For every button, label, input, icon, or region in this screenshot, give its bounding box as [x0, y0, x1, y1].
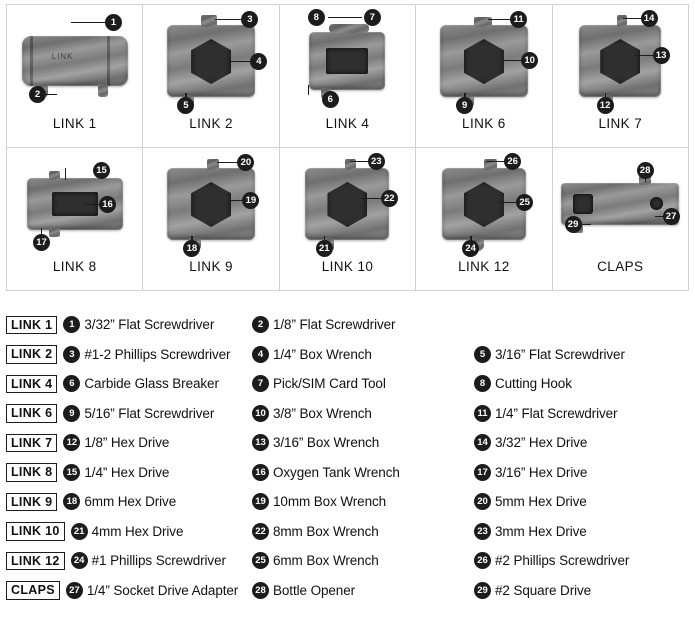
legend-text: Bottle Opener [273, 582, 356, 598]
caption-link-8: LINK 8 [52, 259, 97, 274]
callout-11: 11 [510, 11, 527, 28]
legend-cell [252, 316, 474, 333]
legend-number: 5 [474, 346, 491, 363]
legend-number: 7 [252, 375, 269, 392]
slot-opening [326, 48, 368, 74]
caption-link-2: LINK 2 [189, 116, 233, 131]
legend-row [6, 517, 689, 547]
legend-cell [474, 552, 689, 569]
legend-text: 1/4” Hex Drive [84, 464, 170, 480]
legend-cell [252, 552, 474, 569]
caption-link-1: LINK 1 [52, 116, 97, 131]
legend-cell [252, 523, 474, 540]
legend-number: 9 [63, 405, 80, 422]
callout-8: 8 [308, 9, 325, 26]
legend-cell [6, 522, 252, 541]
callout-28: 28 [637, 162, 654, 179]
legend-text: #2 Square Drive [495, 582, 592, 598]
brand-etch: LINK [51, 52, 74, 61]
callout-5: 5 [177, 97, 194, 114]
legend-cell [252, 464, 474, 481]
legend-text: 1/4” Flat Screwdriver [495, 405, 618, 421]
legend-tag: LINK 8 [6, 463, 57, 482]
legend-tag: LINK 7 [6, 434, 57, 453]
callout-4: 4 [250, 53, 267, 70]
legend-text: 6mm Hex Drive [84, 494, 177, 510]
link-1-illustration [7, 5, 142, 117]
legend-row [6, 369, 689, 399]
link-4-body [309, 32, 385, 90]
legend-tag: LINK 12 [6, 552, 65, 571]
legend-cell [6, 434, 252, 453]
hex-opening [191, 39, 231, 84]
legend-text: 8mm Box Wrench [273, 523, 379, 539]
legend-cell [6, 316, 252, 335]
legend-cell [6, 493, 252, 512]
legend-cell [252, 493, 474, 510]
link-1-body [22, 36, 128, 86]
hex-opening [600, 39, 640, 84]
legend-text: 3/16” Hex Drive [495, 464, 588, 480]
legend-tag: LINK 9 [6, 493, 57, 512]
legend-text: 1/8” Flat Screwdriver [273, 317, 396, 333]
legend-text: 1/8” Hex Drive [84, 435, 170, 451]
legend-cell [6, 404, 252, 423]
legend-text: Cutting Hook [495, 376, 572, 392]
legend-cell [474, 434, 689, 451]
callout-23: 23 [368, 153, 385, 170]
legend-number: 14 [474, 434, 491, 451]
legend-number: 22 [252, 523, 269, 540]
legend-number: 4 [252, 346, 269, 363]
legend-number: 2 [252, 316, 269, 333]
legend-cell [252, 434, 474, 451]
link-cell-link-9 [143, 148, 279, 291]
callout-24: 24 [462, 240, 479, 257]
callout-10: 10 [521, 52, 538, 69]
legend-row [6, 310, 689, 340]
legend-text: Oxygen Tank Wrench [273, 464, 400, 480]
legend-tag: LINK 6 [6, 404, 57, 423]
link-1-tab-b [98, 84, 108, 97]
hex-opening [464, 39, 504, 84]
legend-tag: LINK 2 [6, 345, 57, 364]
legend-text: 10mm Box Wrench [273, 494, 387, 510]
legend-cell [474, 464, 689, 481]
legend-number: 10 [252, 405, 269, 422]
legend-row [6, 399, 689, 429]
legend-cell [474, 493, 689, 510]
legend-number: 18 [63, 493, 80, 510]
link-cell-link-6 [416, 5, 552, 148]
legend-cell [252, 346, 474, 363]
legend-cell [474, 405, 689, 422]
legend-number: 12 [63, 434, 80, 451]
link-2-illustration [143, 5, 278, 117]
legend-number: 28 [252, 582, 269, 599]
legend-row [6, 546, 689, 576]
link-cell-link-4 [280, 5, 416, 148]
legend-text: 3mm Hex Drive [495, 523, 587, 539]
legend-table [6, 310, 689, 605]
link-10-body [305, 168, 389, 240]
legend-number: 1 [63, 316, 80, 333]
legend-row [6, 340, 689, 370]
link-7-illustration [553, 5, 688, 117]
legend-cell [6, 581, 252, 600]
callout-15: 15 [93, 162, 110, 179]
legend-tag: LINK 10 [6, 522, 65, 541]
legend-number: 6 [63, 375, 80, 392]
hex-opening [191, 182, 231, 227]
callout-14: 14 [641, 10, 658, 27]
legend-number: 21 [71, 523, 88, 540]
link-8-illustration [7, 148, 142, 260]
callout-6: 6 [322, 91, 339, 108]
callout-26: 26 [504, 153, 521, 170]
legend-text: 5/16” Flat Screwdriver [84, 405, 215, 421]
callout-17: 17 [33, 234, 50, 251]
legend-text: #1 Phillips Screwdriver [91, 553, 226, 569]
callout-9: 9 [456, 97, 473, 114]
legend-text: Pick/SIM Card Tool [273, 376, 386, 392]
legend-row [6, 428, 689, 458]
callout-18: 18 [183, 240, 200, 257]
legend-row [6, 458, 689, 488]
link-cell-link-10 [280, 148, 416, 291]
link-cell-link-7 [553, 5, 689, 148]
legend-cell [252, 375, 474, 392]
legend-cell [474, 582, 689, 599]
link-6-illustration [416, 5, 551, 117]
legend-text: #1-2 Phillips Screwdriver [84, 346, 231, 362]
link-cell-link-12 [416, 148, 552, 291]
legend-text: 1/4” Box Wrench [273, 346, 372, 362]
legend-number: 26 [474, 552, 491, 569]
legend-number: 8 [474, 375, 491, 392]
legend-cell [6, 375, 252, 394]
callout-21: 21 [316, 240, 333, 257]
legend-number: 20 [474, 493, 491, 510]
legend-cell [474, 523, 689, 540]
legend-number: 19 [252, 493, 269, 510]
callout-25: 25 [516, 194, 533, 211]
link-4-illustration [280, 5, 415, 117]
callout-20: 20 [237, 154, 254, 171]
callout-22: 22 [381, 190, 398, 207]
link-10-illustration [280, 148, 415, 260]
caption-link-6: LINK 6 [462, 116, 506, 131]
callout-27: 27 [663, 208, 680, 225]
caption-link-12: LINK 12 [458, 259, 510, 274]
legend-text: 3/16” Flat Screwdriver [495, 346, 625, 362]
legend-text: Carbide Glass Breaker [84, 376, 219, 392]
legend-cell [6, 345, 252, 364]
legend-row [6, 576, 689, 606]
legend-cell [474, 346, 689, 363]
legend-text: 3/32” Hex Drive [495, 435, 588, 451]
callout-19: 19 [242, 192, 259, 209]
hex-opening [327, 182, 367, 227]
legend-tag: LINK 1 [6, 316, 57, 335]
legend-tag: LINK 4 [6, 375, 57, 394]
legend-cell [6, 552, 252, 571]
link-cell-link-2 [143, 5, 279, 148]
legend-number: 16 [252, 464, 269, 481]
callout-3: 3 [241, 11, 258, 28]
callout-7: 7 [364, 9, 381, 26]
legend-text: 1/4” Socket Drive Adapter [86, 582, 239, 598]
legend-text: #2 Phillips Screwdriver [495, 553, 630, 569]
legend-text: 3/16” Box Wrench [273, 435, 380, 451]
legend-number: 27 [66, 582, 83, 599]
legend-cell [252, 582, 474, 599]
link-cell-link-1 [7, 5, 143, 148]
link-12-body [442, 168, 526, 240]
legend-number: 3 [63, 346, 80, 363]
legend-text: 4mm Hex Drive [91, 523, 184, 539]
callout-29: 29 [565, 216, 582, 233]
legend-cell [6, 463, 252, 482]
caption-link-10: LINK 10 [321, 259, 374, 274]
legend-text: 5mm Hex Drive [495, 494, 587, 510]
caption-link-7: LINK 7 [598, 116, 643, 131]
legend-text: 6mm Box Wrench [273, 553, 379, 569]
legend-number: 15 [63, 464, 80, 481]
caption-link-4: LINK 4 [325, 116, 370, 131]
callout-12: 12 [597, 97, 614, 114]
legend-number: 23 [474, 523, 491, 540]
link-cell-claps [553, 148, 689, 291]
caption-link-9: LINK 9 [189, 259, 233, 274]
legend-row [6, 487, 689, 517]
legend-cell [474, 375, 689, 392]
caption-claps: CLAPS [597, 259, 644, 274]
callout-1: 1 [105, 14, 122, 31]
legend-cell [252, 405, 474, 422]
legend-text: 3/32” Flat Screwdriver [84, 317, 215, 333]
link-12-illustration [416, 148, 551, 260]
link-7-body [579, 25, 661, 97]
legend-number: 13 [252, 434, 269, 451]
claps-illustration [553, 148, 688, 260]
legend-number: 11 [474, 405, 491, 422]
legend-number: 24 [71, 552, 88, 569]
legend-text: 3/8” Box Wrench [273, 405, 372, 421]
link-9-illustration [143, 148, 278, 260]
legend-tag: CLAPS [6, 581, 60, 600]
legend-number: 17 [474, 464, 491, 481]
legend-number: 25 [252, 552, 269, 569]
legend-number: 29 [474, 582, 491, 599]
link-illustration-grid [6, 4, 689, 291]
callout-2: 2 [29, 86, 46, 103]
callout-16: 16 [99, 196, 116, 213]
callout-13: 13 [653, 47, 670, 64]
link-cell-link-8 [7, 148, 143, 291]
hex-opening [464, 182, 504, 227]
